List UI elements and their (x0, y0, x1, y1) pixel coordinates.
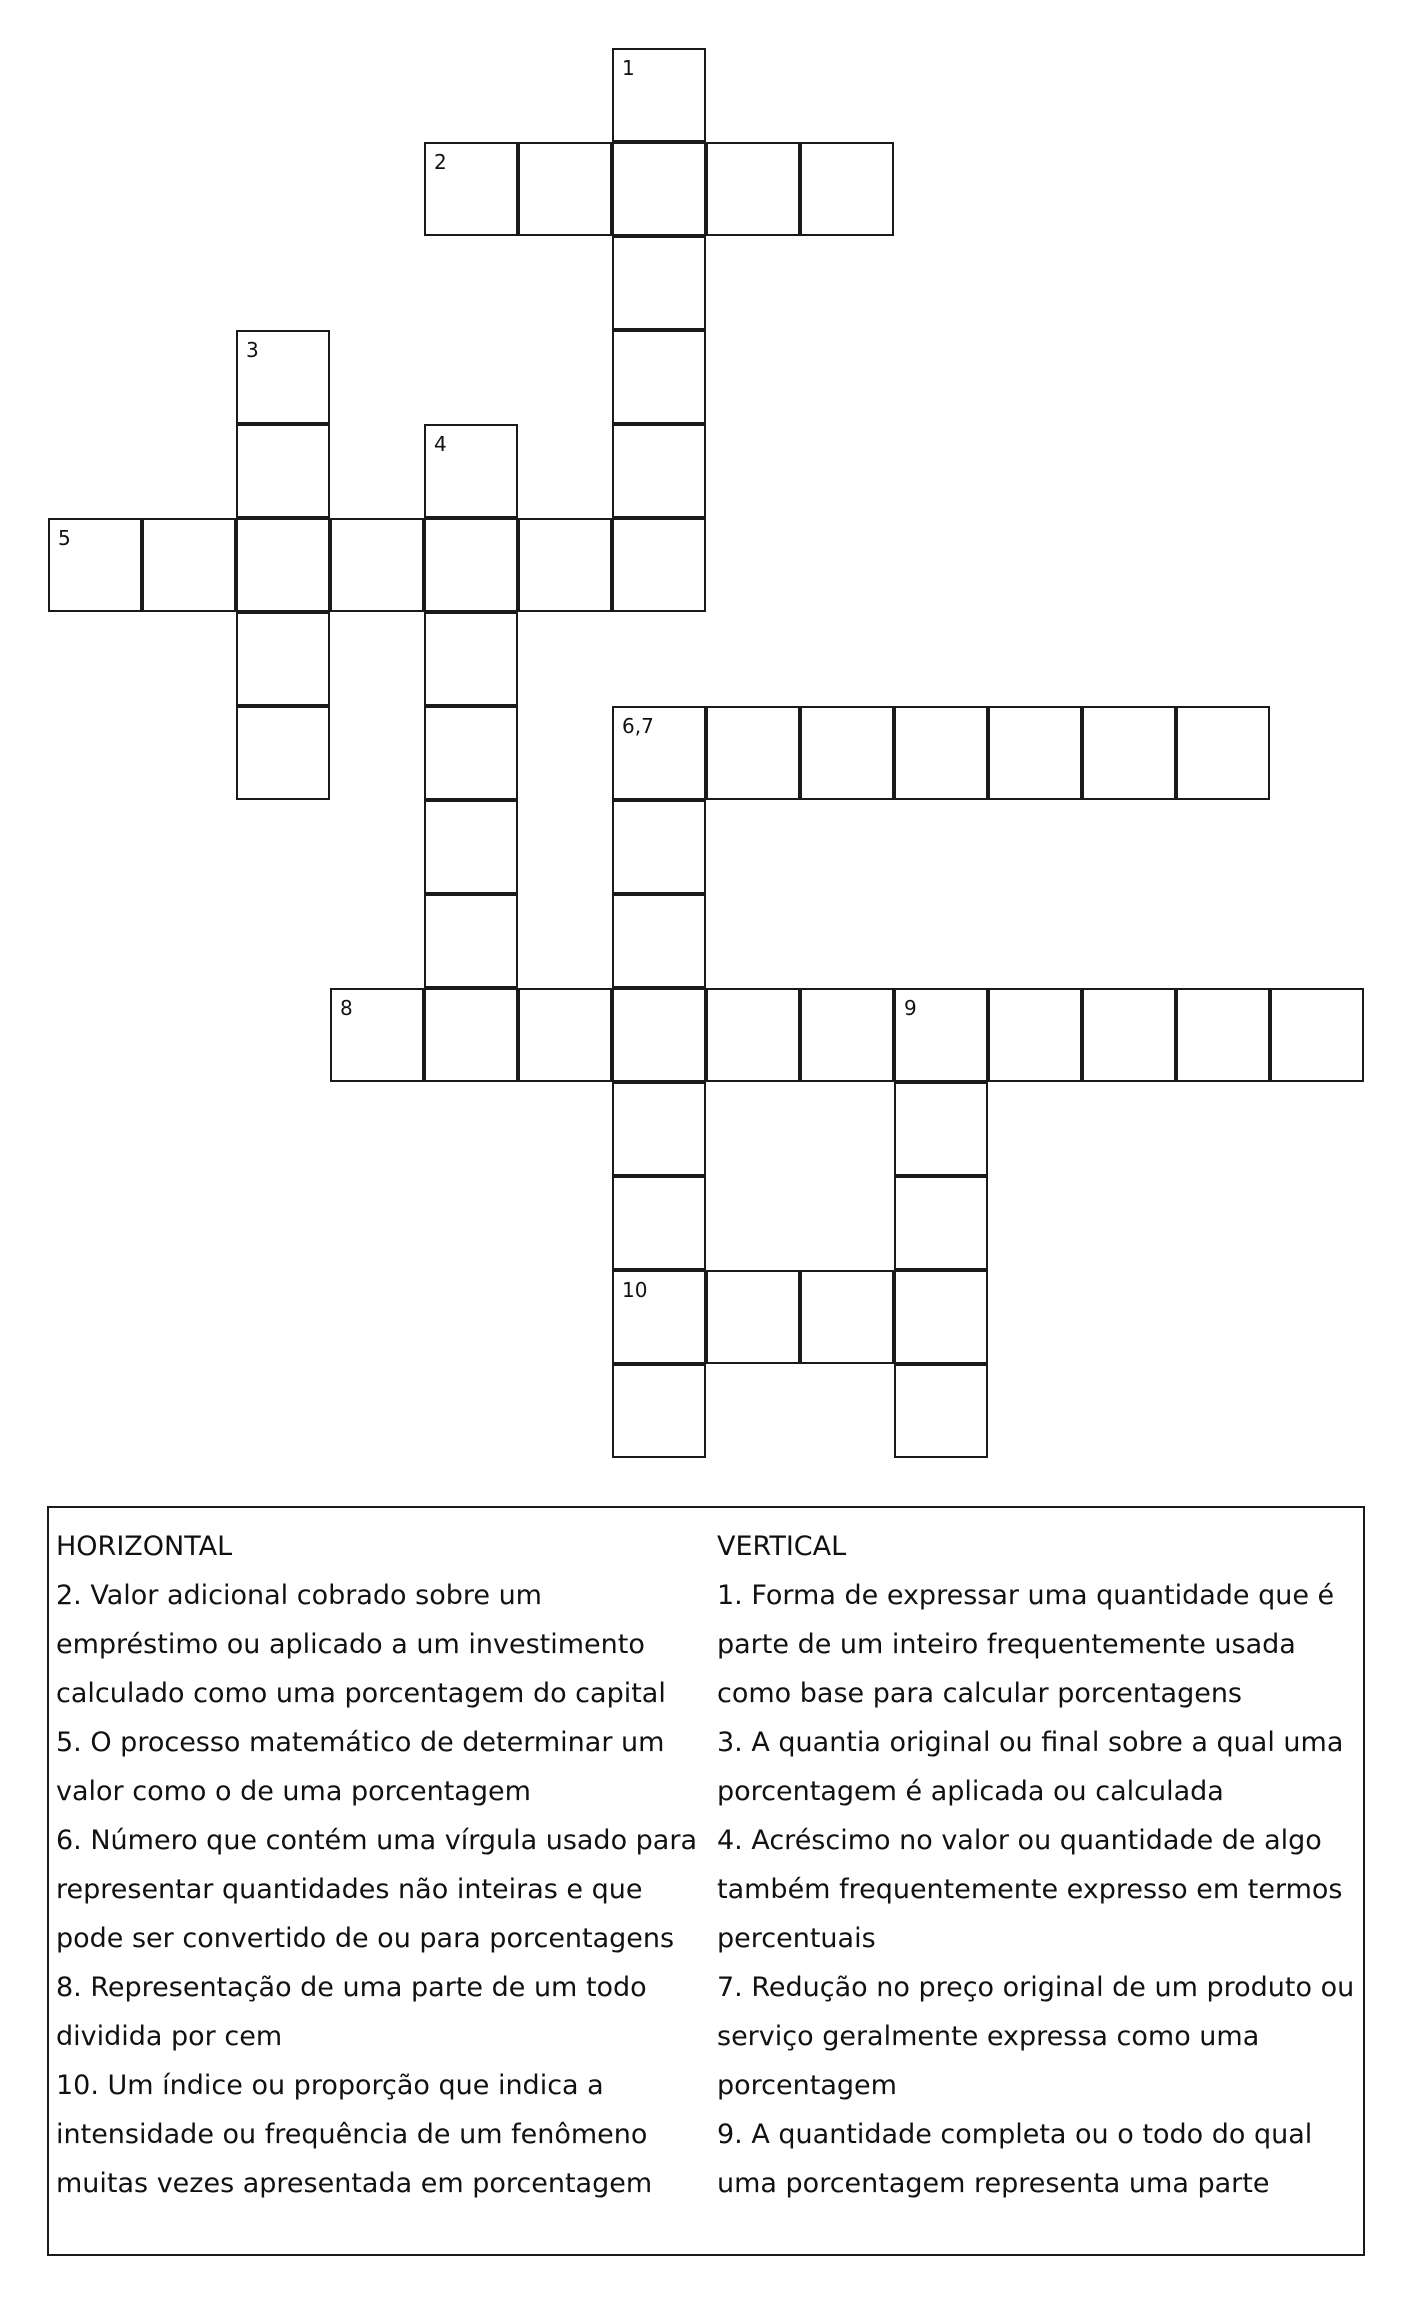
grid-cell[interactable] (424, 424, 518, 518)
grid-cell[interactable] (518, 518, 612, 612)
grid-cell[interactable] (894, 1364, 988, 1458)
grid-cell[interactable] (424, 142, 518, 236)
grid-cell[interactable] (612, 1082, 706, 1176)
clue-down-1: 1. Forma de expressar uma quantidade que é parte de um inteiro frequentemente usada como base para calcular porcentagens (717, 1580, 1335, 1709)
horizontal-heading: HORIZONTAL (56, 1531, 233, 1562)
vertical-clues (717, 1522, 1357, 2208)
grid-cell[interactable] (236, 424, 330, 518)
grid-cell[interactable] (894, 706, 988, 800)
clue-down-3: 3. A quantia original ou final sobre a qual uma porcentagem é aplicada ou calculada (717, 1727, 1344, 1807)
grid-cell[interactable] (48, 518, 142, 612)
grid-cell[interactable] (518, 988, 612, 1082)
grid-cell[interactable] (894, 1082, 988, 1176)
grid-cell[interactable] (706, 706, 800, 800)
grid-cell[interactable] (612, 706, 706, 800)
grid-cell[interactable] (612, 1364, 706, 1458)
grid-cell[interactable] (1082, 706, 1176, 800)
grid-cell[interactable] (236, 330, 330, 424)
vertical-heading: VERTICAL (717, 1531, 847, 1562)
clue-across-8: 8. Representação de uma parte de um todo dividida por cem (56, 1972, 647, 2052)
grid-cell[interactable] (894, 988, 988, 1082)
grid-cell[interactable] (894, 1176, 988, 1270)
grid-cell[interactable] (894, 1270, 988, 1364)
clue-across-6: 6. Número que contém uma vírgula usado para representar quantidades não inteiras e que pode ser convertido de ou para porcentagens (56, 1825, 697, 1954)
grid-cell[interactable] (706, 1270, 800, 1364)
grid-cell[interactable] (1176, 706, 1270, 800)
grid-cell[interactable] (612, 894, 706, 988)
grid-cell[interactable] (612, 1176, 706, 1270)
grid-cell[interactable] (330, 518, 424, 612)
clue-down-7: 7. Redução no preço original de um produto ou serviço geralmente expressa como uma porcentagem (717, 1972, 1355, 2101)
grid-cell[interactable] (612, 142, 706, 236)
grid-cell[interactable] (612, 1270, 706, 1364)
grid-cell[interactable] (424, 894, 518, 988)
grid-cell[interactable] (424, 800, 518, 894)
grid-cell[interactable] (518, 142, 612, 236)
grid-cell[interactable] (612, 48, 706, 142)
grid-cell[interactable] (800, 1270, 894, 1364)
grid-cell[interactable] (800, 988, 894, 1082)
grid-cell[interactable] (612, 518, 706, 612)
clue-number: 1 (622, 56, 635, 80)
clue-down-4: 4. Acréscimo no valor ou quantidade de algo também frequentemente expresso em termos percentuais (717, 1825, 1343, 1954)
clue-number: 10 (622, 1278, 648, 1302)
grid-cell[interactable] (612, 424, 706, 518)
clue-number: 4 (434, 432, 447, 456)
clue-across-2: 2. Valor adicional cobrado sobre um empréstimo ou aplicado a um investimento calculado como uma porcentagem do capital (56, 1580, 666, 1709)
grid-cell[interactable] (236, 518, 330, 612)
grid-cell[interactable] (236, 612, 330, 706)
clue-number: 8 (340, 996, 353, 1020)
grid-cell[interactable] (424, 518, 518, 612)
clue-number: 2 (434, 150, 447, 174)
clue-number: 6,7 (622, 714, 654, 738)
clue-number: 9 (904, 996, 917, 1020)
clue-down-9: 9. A quantidade completa ou o todo do qual uma porcentagem representa uma parte (717, 2119, 1313, 2199)
grid-cell[interactable] (800, 706, 894, 800)
grid-cell[interactable] (612, 988, 706, 1082)
grid-cell[interactable] (612, 800, 706, 894)
grid-cell[interactable] (800, 142, 894, 236)
grid-cell[interactable] (1270, 988, 1364, 1082)
grid-cell[interactable] (330, 988, 424, 1082)
clue-number: 3 (246, 338, 259, 362)
grid-cell[interactable] (424, 612, 518, 706)
grid-cell[interactable] (142, 518, 236, 612)
grid-cell[interactable] (988, 706, 1082, 800)
grid-cell[interactable] (612, 330, 706, 424)
clues-box (47, 1506, 1365, 2256)
grid-cell[interactable] (1176, 988, 1270, 1082)
clue-across-10: 10. Um índice ou proporção que indica a intensidade ou frequência de um fenômeno muitas vezes apresentada em porcentagem (56, 2070, 653, 2199)
grid-cell[interactable] (988, 988, 1082, 1082)
grid-cell[interactable] (706, 142, 800, 236)
clue-across-5: 5. O processo matemático de determinar um valor como o de uma porcentagem (56, 1727, 665, 1807)
grid-cell[interactable] (424, 988, 518, 1082)
grid-cell[interactable] (424, 706, 518, 800)
horizontal-clues (56, 1522, 706, 2208)
grid-cell[interactable] (1082, 988, 1176, 1082)
grid-cell[interactable] (236, 706, 330, 800)
clue-number: 5 (58, 526, 71, 550)
grid-cell[interactable] (612, 236, 706, 330)
grid-cell[interactable] (706, 988, 800, 1082)
